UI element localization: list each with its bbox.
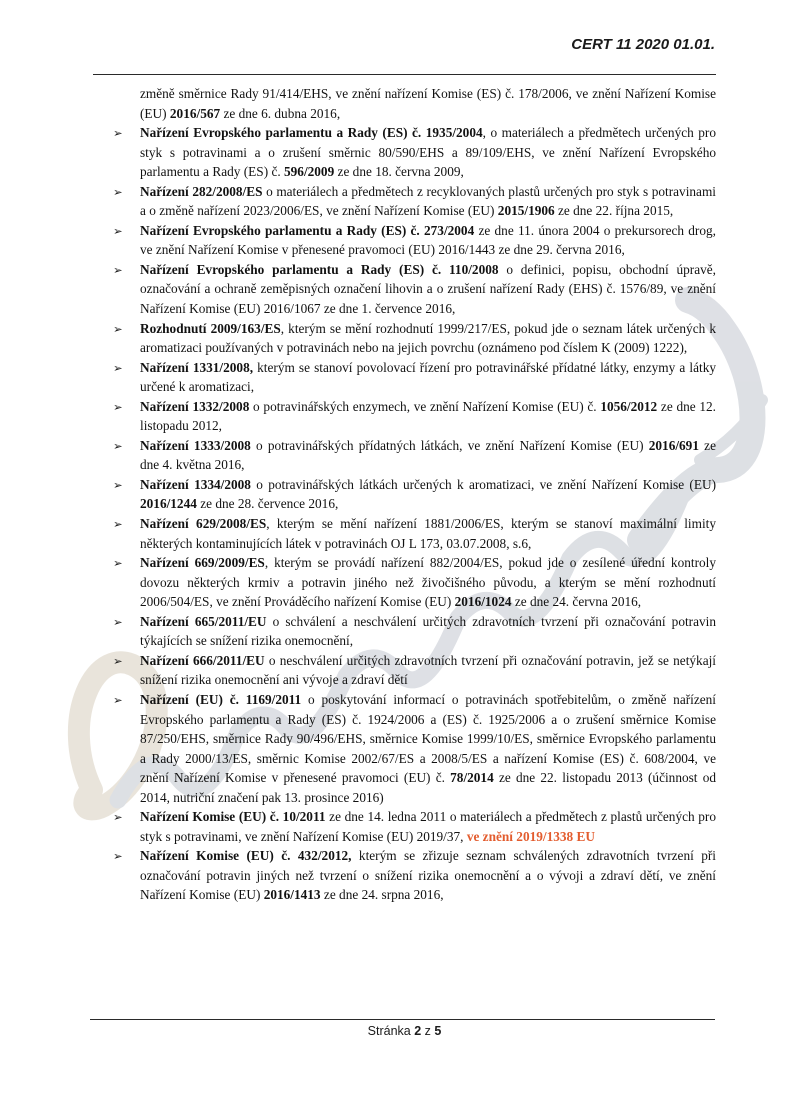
list-item <box>113 358 716 397</box>
text-segment: kterým se stanoví povolovací řízení pro potravinářské přídatné látky, enzymy a látky určené k aromatizaci, <box>140 359 716 395</box>
text-segment: o definici, popisu, obchodní úpravě, označování a ochraně zeměpisných označení lihovin a o zrušení nařízení Rady (EHS) č. 1576/89, ve znění Nařízení Komise (EU) 2016/1067 ze dne 1. července 2016, <box>140 261 716 317</box>
list-item <box>113 123 716 182</box>
text-segment: Nařízení Evropského parlamentu a Rady (ES) č. 1935/2004 <box>140 125 483 141</box>
list-item <box>113 690 717 807</box>
text-segment: o neschválení určitých zdravotních tvrzení při označování potravin, jež se netýkají snížení rizika onemocnění ani vývoje a zdraví dětí <box>140 652 716 688</box>
footer-of-label: z <box>421 1024 435 1038</box>
continuation-paragraph <box>140 84 716 123</box>
text-segment: 2016/691 <box>648 437 699 453</box>
bullet-arrow-icon: ➢ <box>113 223 123 238</box>
text-segment: o poskytování informací o potravinách spotřebitelům, o změně nařízení Evropského parlamentu a Rady (ES) č. 1924/2006 a (ES) č. 1925/2006 a o zrušení směrnice Komise 87/250/EHS, směrnice Rady 90/496/EHS, směrnice Komise 1999/10/ES, směrnice Evropského parlamentu a Rady 2000/13/ES, směrnic Komise 2002/67/ES a 2008/5/ES a nařízení Komise (ES) č. 608/2004, ve znění Nařízení Komise v přenesené pravomoci (EU) č. <box>140 691 717 786</box>
text-segment: , kterým se mění rozhodnutí 1999/217/ES, pokud jde o seznam látek určených k aromatizaci používaných v potravinách nebo na jejich povrchu (oznámeno pod číslem K (2009) 1222), <box>140 320 716 356</box>
list-item <box>113 182 716 221</box>
text-segment: , o materiálech a předmětech určených pro styk s potravinami a o zrušení směrnic 80/590/EHS a 89/109/EHS, ve znění Nařízení Evropského parlamentu a Rady (ES) č. <box>140 125 716 180</box>
text-segment: Nařízení 1333/2008 <box>140 437 251 453</box>
text-segment: ze dne 6. dubna 2016, <box>220 105 341 121</box>
text-segment: , kterým se provádí nařízení 882/2004/ES, pokud jde o zesílené úřední kontroly dovozu některých krmiv a potravin jiného než živočišného původu, a kterým se mění rozhodnutí 2006/504/ES, ve znění Prováděcího nařízení Komise (EU) <box>140 555 716 610</box>
header-rule <box>93 74 716 75</box>
list-item <box>113 221 716 260</box>
text-segment: kterým se zřizuje seznam schválených zdravotních tvrzení při označování potravin jiných než tvrzení o snížení rizika onemocnění a o vývoji a zdraví dětí, ve znění Nařízení Komise (EU) <box>140 848 716 903</box>
page-ref-code: CERT 11 2020 01.01. <box>571 36 715 53</box>
bullet-arrow-icon: ➢ <box>113 399 123 414</box>
text-segment: 2015/1906 <box>497 203 555 219</box>
list-item <box>113 846 716 905</box>
text-segment: 1056/2012 <box>600 398 658 414</box>
text-segment: Nařízení Komise (EU) č. 10/2011 <box>140 809 326 825</box>
text-segment: 2016/1024 <box>454 594 512 610</box>
bullet-arrow-icon: ➢ <box>113 692 123 707</box>
footer-label: Stránka <box>367 1024 415 1038</box>
text-segment: Nařízení (EU) č. 1169/2011 <box>140 691 302 707</box>
text-segment: ze dne 28. července 2016, <box>196 496 339 512</box>
text-segment: 2016/1244 <box>140 496 197 512</box>
bullet-arrow-icon: ➢ <box>113 126 123 141</box>
text-segment: Nařízení 1332/2008 <box>140 398 250 414</box>
text-segment: Nařízení 666/2011/EU <box>140 652 265 668</box>
bullet-arrow-icon: ➢ <box>113 556 123 571</box>
text-segment: ze dne 18. června 2009, <box>334 164 464 180</box>
text-segment: Rozhodnutí 2009/163/ES <box>140 320 281 336</box>
page-footer <box>93 1024 716 1038</box>
page-number: 2 <box>414 1024 422 1038</box>
bullet-arrow-icon: ➢ <box>113 262 123 277</box>
bullet-arrow-icon: ➢ <box>113 614 123 629</box>
list-item <box>113 260 716 319</box>
text-segment: ze dne 14. ledna 2011 o materiálech a předmětech z plastů určených pro styk s potravinami, ve znění Nařízení Komise (EU) 2019/37, <box>140 809 716 844</box>
text-segment: ze dne 24. června 2016, <box>511 594 642 610</box>
text-segment: Nařízení Evropského parlamentu a Rady (ES) č. 110/2008 <box>140 261 499 277</box>
bullet-arrow-icon: ➢ <box>113 849 123 864</box>
total-pages: 5 <box>434 1024 442 1038</box>
regulation-list <box>113 84 717 905</box>
text-segment: Nařízení Evropského parlamentu a Rady (ES) č. 273/2004 <box>140 222 475 238</box>
text-segment: 2016/1413 <box>263 887 321 903</box>
text-segment: ze dne 4. května 2016, <box>140 437 716 473</box>
bullet-arrow-icon: ➢ <box>113 477 123 492</box>
text-segment: Nařízení 665/2011/EU <box>140 613 267 629</box>
bullet-arrow-icon: ➢ <box>113 184 123 199</box>
bullet-arrow-icon: ➢ <box>113 810 123 825</box>
text-segment: změně směrnice Rady 91/414/EHS, ve znění nařízení Komise (ES) č. 178/2006, ve znění Nařízení Komise (EU) <box>140 86 716 121</box>
text-segment: , kterým se mění nařízení 1881/2006/ES, kterým se stanoví maximální limity některých kontaminujících látek v potravinách OJ L 173, 03.07.2008, s.6, <box>140 516 716 551</box>
text-segment: o potravinářských přídatných látkách, ve znění Nařízení Komise (EU) <box>250 437 649 453</box>
bullet-arrow-icon: ➢ <box>113 321 123 336</box>
text-segment: ze dne 22. října 2015, <box>554 203 674 219</box>
text-segment: Nařízení 282/2008/ES <box>140 183 263 199</box>
text-segment: Nařízení 669/2009/ES <box>140 555 265 571</box>
text-segment: o schválení a neschválení určitých zdravotních tvrzení při označování potravin týkajících se snížení rizika onemocnění, <box>140 613 716 649</box>
bullet-arrow-icon: ➢ <box>113 360 123 375</box>
footer-rule <box>90 1019 715 1020</box>
bullet-arrow-icon: ➢ <box>113 653 123 668</box>
list-item <box>113 651 716 690</box>
text-segment: ze dne 22. listopadu 2013 (účinnost od 2014, nutriční značení pak 13. prosince 2016) <box>140 770 716 805</box>
text-segment: 78/2014 <box>450 770 494 786</box>
bullet-arrow-icon: ➢ <box>113 517 123 532</box>
list-item <box>113 436 716 475</box>
bullet-arrow-icon: ➢ <box>113 438 123 453</box>
text-segment: Nařízení 1334/2008 <box>140 476 251 492</box>
text-segment: 2016/567 <box>169 105 221 121</box>
text-segment: Nařízení 629/2008/ES <box>140 516 267 532</box>
text-segment: ze dne 12. listopadu 2012, <box>140 398 716 434</box>
text-segment: o potravinářských látkách určených k aromatizaci, ve znění Nařízení Komise (EU) <box>250 476 716 492</box>
list-item <box>113 475 716 514</box>
list-item <box>113 319 716 358</box>
text-segment: Nařízení Komise (EU) č. 432/2012, <box>140 848 352 864</box>
list-item <box>113 807 716 846</box>
list-item <box>113 553 716 612</box>
text-segment: ze dne 24. srpna 2016, <box>320 887 444 903</box>
text-segment: o materiálech a předmětech z recyklovaných plastů určených pro styk s potravinami a o změně nařízení 2023/2006/ES, ve znění Nařízení Komise (EU) <box>140 183 716 219</box>
text-segment: o potravinářských enzymech, ve znění Nařízení Komise (EU) č. <box>249 398 601 414</box>
amendment-highlight: ve znění 2019/1338 EU <box>466 828 595 844</box>
list-item <box>113 514 716 553</box>
text-segment: 596/2009 <box>284 164 335 180</box>
list-item <box>113 397 716 436</box>
list-item <box>113 612 716 651</box>
text-segment: ze dne 11. února 2004 o prekursorech drog, ve znění Nařízení Komise v přenesené pravomoci (EU) 2016/1443 ze dne 29. června 2016, <box>140 222 716 258</box>
text-segment: Nařízení 1331/2008, <box>140 359 254 375</box>
